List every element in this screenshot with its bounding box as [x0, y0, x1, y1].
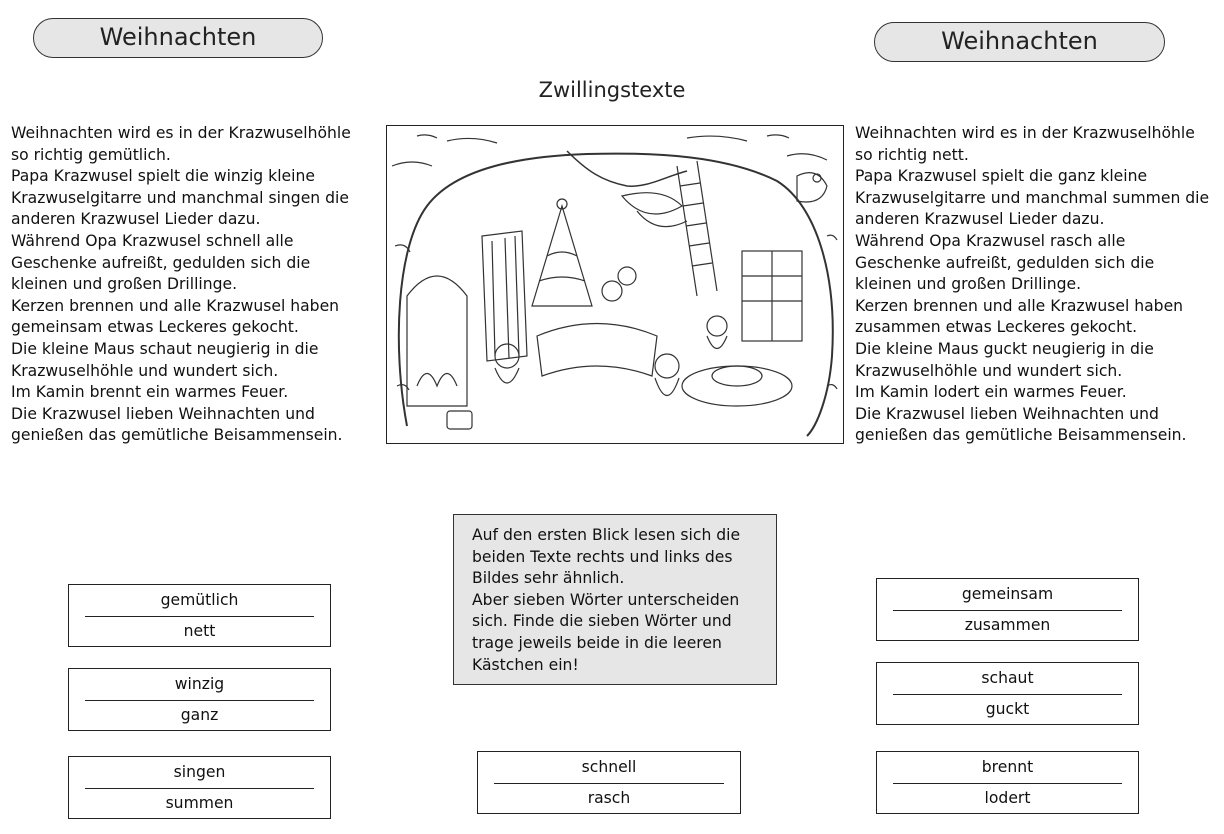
text-right-line: anderen Krazwusel Lieder dazu.	[855, 210, 1105, 229]
text-left-line: Im Kamin brennt ein warmes Feuer.	[11, 383, 289, 402]
instructions-line: sich. Finde die sieben Wörter und	[472, 612, 732, 631]
divider-line	[85, 700, 314, 701]
christmas-cave-illustration	[386, 125, 844, 444]
text-right-line: Im Kamin lodert ein warmes Feuer.	[855, 383, 1127, 402]
text-right-line: kleinen und großen Drillinge.	[855, 275, 1082, 294]
instructions-box	[453, 514, 777, 685]
divider-line	[893, 783, 1122, 784]
divider-line	[85, 616, 314, 617]
text-right-line: zusammen etwas Leckeres gekocht.	[855, 318, 1138, 337]
word-replacement: rasch	[587, 789, 631, 807]
text-left-line: Geschenke aufreißt, gedulden sich die	[11, 253, 311, 272]
text-left-line: gemeinsam etwas Leckeres gekocht.	[11, 318, 299, 337]
word-original: singen	[173, 763, 226, 781]
text-left-line: Krazwuselgitarre und manchmal singen die	[11, 188, 349, 207]
page-subtitle: Zwillingstexte	[538, 78, 686, 102]
title-left: Weihnachten	[33, 18, 323, 58]
word-pair-box[interactable]	[876, 662, 1139, 725]
word-replacement: ganz	[180, 706, 219, 724]
text-left-line: kleinen und großen Drillinge.	[11, 275, 238, 294]
text-right-line: Kerzen brennen und alle Krazwusel haben	[855, 296, 1184, 315]
instructions-line: beiden Texte rechts und links des	[472, 547, 733, 566]
text-right	[855, 123, 1224, 447]
word-original: gemütlich	[160, 591, 239, 609]
word-pair-box[interactable]	[876, 751, 1139, 814]
word-original: gemeinsam	[961, 585, 1054, 603]
word-pair-box[interactable]	[68, 668, 331, 731]
instructions-line: Bildes sehr ähnlich.	[472, 569, 625, 588]
instructions-line: trage jeweils beide in die leeren	[472, 633, 722, 652]
text-left-line: Während Opa Krazwusel schnell alle	[11, 231, 294, 250]
text-left-line: Die kleine Maus schaut neugierig in die	[11, 339, 319, 358]
text-left-line: Papa Krazwusel spielt die winzig kleine	[11, 167, 315, 186]
text-right-line: Weihnachten wird es in der Krazwuselhöhle	[855, 124, 1195, 142]
word-pair-box[interactable]	[477, 751, 741, 814]
text-left-line: Kerzen brennen und alle Krazwusel haben	[11, 296, 340, 315]
text-left-line: Die Krazwusel lieben Weihnachten und	[11, 404, 315, 423]
text-left-line: genießen das gemütliche Beisammensein.	[11, 426, 343, 445]
text-right-line: Papa Krazwusel spielt die ganz kleine	[855, 167, 1148, 186]
instructions-line: Auf den ersten Blick lesen sich die	[472, 526, 741, 544]
text-left-line: Krazwuselhöhle und wundert sich.	[11, 361, 279, 380]
word-replacement: zusammen	[964, 616, 1051, 634]
text-right-line: Krazwuselgitarre und manchmal summen die	[855, 188, 1210, 207]
text-left	[11, 123, 381, 447]
text-right-line: Die Krazwusel lieben Weihnachten und	[855, 404, 1159, 423]
divider-line	[494, 783, 724, 784]
text-left-line: anderen Krazwusel Lieder dazu.	[11, 210, 261, 229]
word-pair-box[interactable]	[68, 756, 331, 819]
text-right-line: genießen das gemütliche Beisammensein.	[855, 426, 1187, 445]
instructions-line: Kästchen ein!	[472, 655, 579, 674]
word-replacement: nett	[183, 622, 216, 640]
title-right: Weihnachten	[874, 22, 1165, 62]
text-right-line: Die kleine Maus guckt neugierig in die	[855, 339, 1154, 358]
word-replacement: summen	[165, 794, 234, 812]
text-right-line: Während Opa Krazwusel rasch alle	[855, 231, 1126, 250]
text-right-line: Krazwuselhöhle und wundert sich.	[855, 361, 1123, 380]
word-pair-box[interactable]	[876, 578, 1139, 641]
word-original: schaut	[981, 669, 1034, 687]
word-original: brennt	[981, 758, 1034, 776]
divider-line	[85, 788, 314, 789]
instructions-line: Aber sieben Wörter unterscheiden	[472, 590, 740, 609]
illustration-drawing	[387, 126, 843, 443]
divider-line	[893, 610, 1122, 611]
text-left-line: so richtig gemütlich.	[11, 145, 171, 164]
word-original: schnell	[581, 758, 637, 776]
text-right-line: Geschenke aufreißt, gedulden sich die	[855, 253, 1155, 272]
word-replacement: guckt	[985, 700, 1030, 718]
text-right-line: so richtig nett.	[855, 145, 969, 164]
divider-line	[893, 694, 1122, 695]
word-replacement: lodert	[984, 789, 1031, 807]
text-left-line: Weihnachten wird es in der Krazwuselhöhle	[11, 124, 351, 142]
word-pair-box[interactable]	[68, 584, 331, 647]
word-original: winzig	[174, 675, 225, 693]
